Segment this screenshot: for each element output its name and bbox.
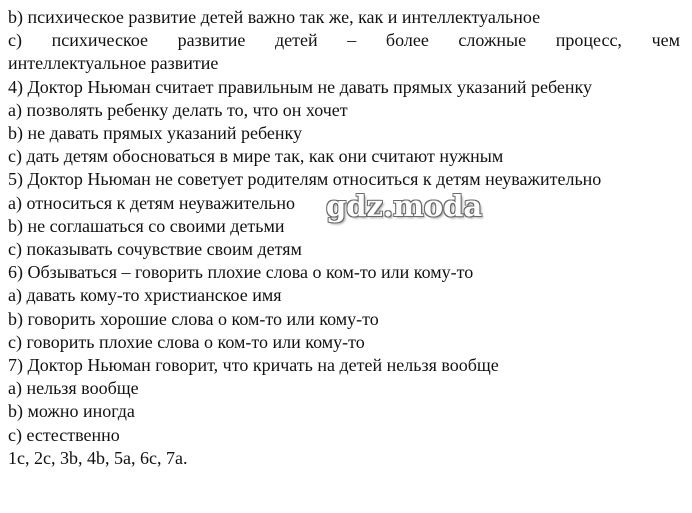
watermark-logo: gdz.moda bbox=[326, 189, 483, 223]
answer-option: b) говорить хорошие слова о ком-то или кому-то bbox=[8, 308, 379, 329]
answer-option: b) можно иногда bbox=[8, 401, 135, 422]
answer-option: a) позволять ребенку делать то, что он хочет bbox=[8, 99, 348, 120]
answer-option: a) давать кому-то христианское имя bbox=[8, 285, 282, 306]
question-line: 4) Доктор Ньюман считает правильным не давать прямых указаний ребенку bbox=[8, 76, 593, 97]
text-line: b) психическое развитие детей важно так же, как и интеллектуальное bbox=[8, 7, 541, 27]
question-line: 7) Доктор Ньюман говорит, что кричать на детей нельзя вообще bbox=[8, 355, 499, 376]
answer-option: a) относиться к детям неуважительно bbox=[8, 192, 296, 213]
question-line: 6) Обзываться – говорить плохие слова о ком-то или кому-то bbox=[8, 262, 474, 283]
text-line: интеллектуальное развитие bbox=[8, 53, 219, 74]
document-page bbox=[8, 6, 680, 470]
answer-option: c) говорить плохие слова о ком-то или кому-то bbox=[8, 331, 365, 352]
answer-option: b) не соглашаться со своими детьми bbox=[8, 215, 285, 236]
answer-option: c) дать детям обосноваться в мире так, как они считают нужным bbox=[8, 146, 504, 167]
answer-option: b) не давать прямых указаний ребенку bbox=[8, 123, 303, 144]
answer-option: a) нельзя вообще bbox=[8, 378, 139, 399]
answer-key: 1c, 2c, 3b, 4b, 5a, 6c, 7a. bbox=[8, 447, 188, 468]
answer-option: c) естественно bbox=[8, 424, 120, 445]
question-line: 5) Доктор Ньюман не советует родителям относиться к детям неуважительно bbox=[8, 169, 602, 190]
text-line: c) психическое развитие детей – более сложные процесс, чем bbox=[8, 30, 680, 51]
answer-option: c) показывать сочувствие своим детям bbox=[8, 239, 302, 260]
